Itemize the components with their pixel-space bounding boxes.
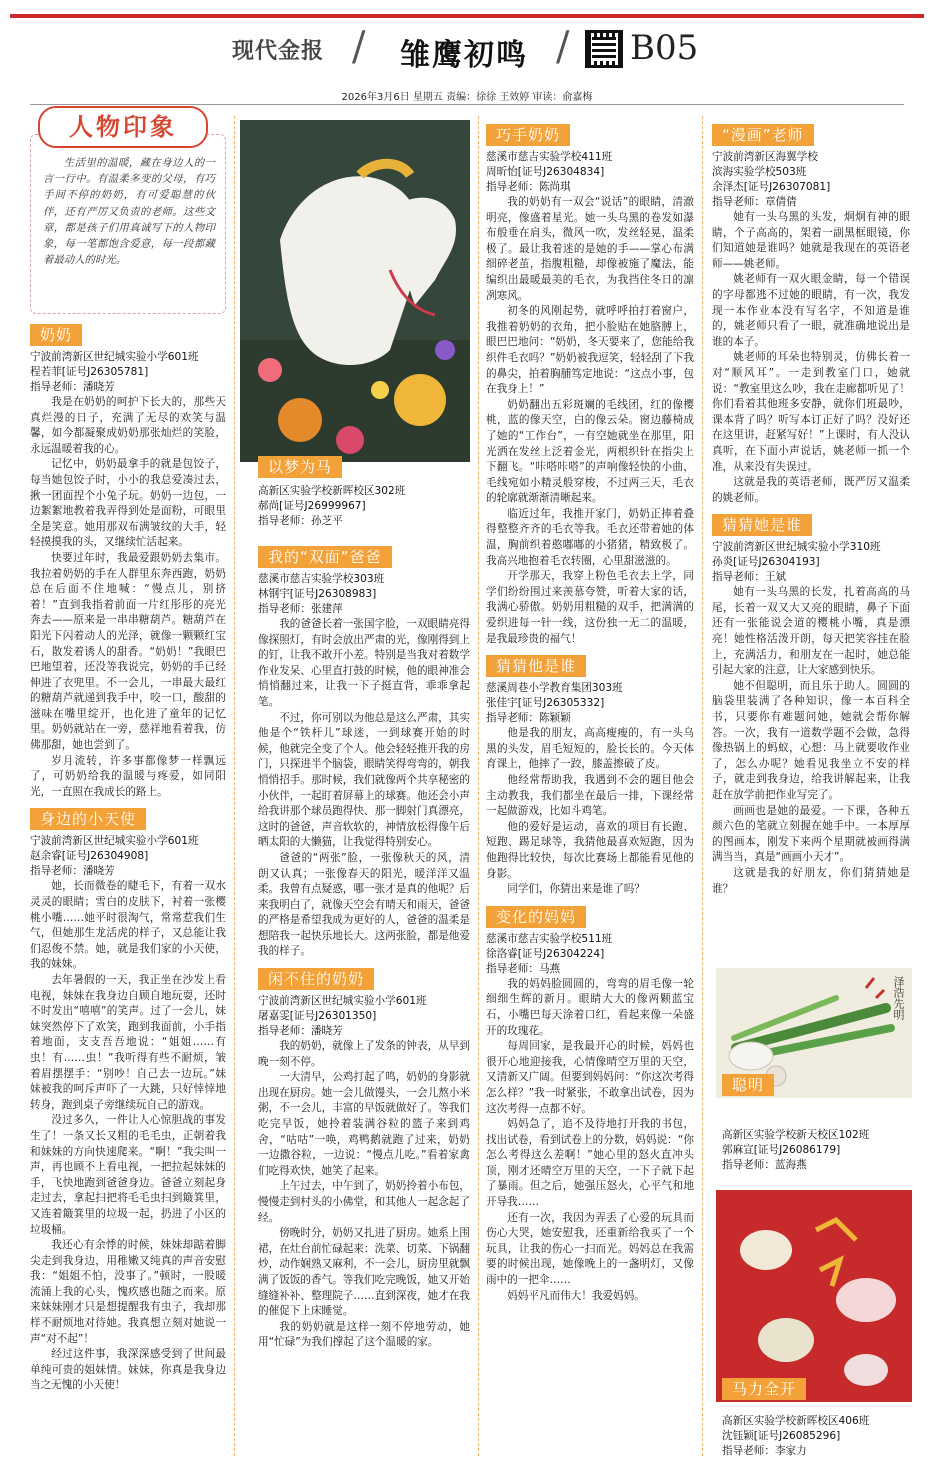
- school: 高新区实验学校新天校区102班: [722, 1129, 870, 1141]
- masthead-slash: /: [556, 24, 570, 70]
- section-title: 雏鹰初鸣: [400, 38, 528, 73]
- column-divider: [234, 116, 235, 1456]
- teacher: 指导老师：陈颖颖: [486, 712, 571, 725]
- intro-text: 生活里的温暖，藏在身边人的一言一行中。有温柔多变的父母，有巧手间不停的奶奶，有可爱聪慧的伙伴，还有严厉又负责的老师。这些文章，都是孩子们用真诚写下的人物印象，每一笔都饱含爱意，每一段都藏着最动人的时光。: [43, 157, 215, 267]
- paragraph: 姚老师有一双火眼金睛，每一个错误的字母都逃不过她的眼睛，有一次，我发现一本作业本没有写名字，不知道是谁的，姚老师只看了一眼，就准确地说出是谁的本子。: [712, 273, 910, 348]
- teacher: 指导老师：陈尚琪: [486, 181, 571, 193]
- paragraph: 去年暑假的一天，我正坐在沙发上看电视，妹妹在我身边自顾自地玩耍，还时不时发出“嘻嘻”的笑声。过了一会儿，妹妹突然停下了欢笑，跑到我面前，小手指着地面，支支吾吾地说：“姐姐……有虫！有……虫！”我听得有些不耐烦，皱着眉摆摆手：“别吵！自己去一边玩。”妹妹被我的呵斥声吓了一大跳，只好悻悻地转身，跑到桌子旁继续玩自己的游戏。: [30, 974, 226, 1111]
- student: 周昕怡[证号J26304834]: [486, 166, 605, 178]
- student: 屠嘉雯[证号J26301350]: [258, 1010, 377, 1023]
- paragraph: 我的奶奶，就像上了发条的钟表，从早到晚一刻不停。: [258, 1040, 470, 1068]
- teacher: 指导老师：潘晓芳: [258, 1025, 343, 1038]
- column-divider: [478, 116, 479, 1456]
- column-1: [30, 318, 226, 1394]
- dateline: 2026年3月6日 星期五 责编：徐徐 王效婷 审读：俞嘉梅: [341, 92, 593, 103]
- paragraph: 一大清早，公鸡打起了鸣，奶奶的身影就出现在厨房。她一会儿做馒头，一会儿熬小米粥，不一会儿，丰富的早饭就做好了。等我们吃完早饭，她拎着装满谷粒的篮子来到鸡舍，“咕咕”一唤，鸡鸭鹅就跑了过来，奶奶一边撒谷粒，一边说：“慢点儿吃。”看着家禽们吃得欢快，她笑了起来。: [258, 1071, 470, 1177]
- school: 宁波前湾新区海翼学校: [712, 151, 818, 163]
- student: 孙炎[证号J26304193]: [712, 556, 820, 569]
- paragraph: 每周回家，是我最开心的时候，妈妈也很开心地迎接我，心情像晴空万里的天空，又清新又广阔。但要到妈妈问：“你这次考得怎么样？”我一时紧张，不敢拿出试卷，因为这次考得一点都不好。: [486, 1040, 694, 1115]
- student: 赵余睿[证号J26304908]: [30, 850, 149, 863]
- paragraph: 我是在奶奶的呵护下长大的，那些天真烂漫的日子，充满了无尽的欢笑与温馨，如今都凝聚成奶奶那张灿烂的笑脸，永远温暖着我的心。: [30, 396, 226, 455]
- masthead: [0, 24, 934, 80]
- header-rule: [30, 104, 904, 105]
- paragraph: 经过这件事，我深深感受到了世间最单纯可贵的姐妹情。妹妹，你真是我身边当之无愧的小天使！: [30, 1348, 226, 1392]
- horse-caption: [258, 484, 470, 529]
- school: 慈溪市慈吉实验学校411班: [486, 151, 613, 163]
- article-title: 我的“双面”爸爸: [258, 546, 392, 568]
- paragraph: 她，长而微卷的睫毛下，有着一双水灵灵的眼睛；雪白的皮肤下，衬着一张樱桃小嘴……她平时很淘气，常常惹我们生气，但她那生龙活虎的样子，又总能让我们忍俊不禁。她，就是我们家的小天使，我的妹妹。: [30, 880, 226, 971]
- artwork-title: 聪明: [722, 1074, 774, 1096]
- teacher: 指导老师：孙芝平: [258, 515, 343, 527]
- paragraph: 我的爸爸长着一张国字脸，一双眼睛亮得像探照灯，有时会放出严肃的光，像刚得到上的钉，让我不敢开小差。特别是当我对着数学作业发呆、心里直打鼓的时候，他的眼神准会悄悄翻过来，让我一下子挺直背，乖乖拿起笔。: [258, 618, 470, 708]
- teacher: 指导老师：蓝海燕: [722, 1159, 807, 1171]
- paragraph: 她有一头乌黑的长发，扎着高高的马尾，长着一双又大又亮的眼睛，鼻子下面还有一张能说会道的樱桃小嘴，真是漂亮！她性格活泼开朗，每天把笑容挂在脸上，充满活力，和朋友在一起时，她总能引起大家的注意，让大家感到快乐。: [712, 586, 910, 677]
- school: 宁波前湾新区世纪城实验小学601班: [30, 351, 199, 363]
- paragraph: 姚老师的耳朵也特别灵，仿佛长着一对“顺风耳”。一走到教室门口，她就说：“教室里这么吵，我在走廊都听见了！你们看着其他班多安静，就你们班最吵，课本背了吗？听写本订正好了吗？没好还在这里讲，赶紧写好！”上课时，有人没认真听，在下面小声说话，姚老师一抓一个准，从来没有失误过。: [712, 351, 910, 473]
- school: 高新区实验学校新晖校区302班: [258, 485, 406, 497]
- painting-signature: 泽浩先明: [892, 976, 905, 1020]
- horse2-caption: [722, 1414, 912, 1459]
- artwork-title: 以梦为马: [258, 456, 342, 478]
- student: 沈钰颖[证号J26085296]: [722, 1430, 841, 1442]
- school: 宁波前湾新区世纪城实验小学310班: [712, 541, 881, 554]
- article-title: “漫画”老师: [712, 124, 814, 146]
- paragraph: 快要过年时，我最爱跟奶奶去集市。我拉着奶奶的手在人群里东奔西跑，奶奶总在后面不住地喊：“慢点儿，别挤着！”直到我指着前面一片红彤彤的亮光奔去——原来是一串串糖葫芦。糖葫芦在阳光下闪着动人的光泽，就像一颗颗红宝石，散发着诱人的甜香。“奶奶！”我眼巴巴地望着，还没等我说完，奶奶的手已经伸进了衣兜里。不一会儿，一串最大最红的糖葫芦就递到我手中，咬一口，酸甜的滋味在嘴里绽开，也化进了童年的记忆里。奶奶就站在一旁，慈祥地看着我，仿佛那甜，她也尝到了。: [30, 551, 226, 752]
- qr-code-icon[interactable]: [585, 30, 623, 68]
- paragraph: 我的奶奶就是这样一刻不停地劳动，她用“忙碌”为我们撑起了这个温暖的家。: [258, 1320, 470, 1349]
- horse2-painting-art: [716, 1190, 912, 1402]
- teacher: 指导老师：张建萍: [258, 603, 343, 615]
- article-title: 身边的小天使: [30, 808, 146, 830]
- paragraph: 妈妈急了，追不及待地打开我的书包，找出试卷，看到试卷上的分数，妈妈说：“你怎么考得这么差啊！”她心里的怒火直冲头顶，刚才还晴空万里的天空，一下子就下起了暴雨。但之后，她强压怒火，心平气和地开导我……: [486, 1118, 694, 1209]
- paragraph: 画画也是她的最爱。一下课，各种五颜六色的笔就立刻握在她手中。一本厚厚的图画本，刚发下来两个星期就被画得满满当当，真是“画画小天才”。: [712, 804, 910, 864]
- intro-box: [30, 134, 226, 314]
- onion-painting: [716, 968, 912, 1098]
- paragraph: 临近过年，我推开家门，奶奶正捧着叠得整整齐齐的毛衣等我。毛衣还带着她的体温，胸前织着憨嘟嘟的小猪猪，精致极了。我高兴地抱着毛衣转圈，心里甜滋滋的。: [486, 507, 694, 567]
- horse-painting: [240, 120, 470, 476]
- school: 宁波前湾新区世纪城实验小学601班: [30, 835, 199, 848]
- paragraph: 不过，你可别以为他总是这么严肃，其实他是个“铁杆儿”球迷，一到球赛开始的时候，他就完全变了个人。他会轻轻推开我的房门，只探进半个脑袋，眼睛笑得弯弯的，朝我悄悄招手。那时候，我们就像两个共享秘密的小伙伴，一起盯着屏幕上的球赛。他还会小声给我讲那个球员跑得快、那一脚射门真漂亮，这时的爸爸，声音软软的，神情放松得像午后晒太阳的大懒猫，让我觉得特别安心。: [258, 711, 470, 849]
- student: 徐洛睿[证号J26304224]: [486, 947, 605, 960]
- teacher: 指导老师：马燕: [486, 962, 561, 975]
- paragraph: 开学那天，我穿上粉色毛衣去上学，同学们纷纷围过来羡慕夸赞，听着大家的话，我满心骄傲。奶奶用粗糙的双手，把满满的爱织进每一针一线，这份独一无二的温暖，是我最珍贵的福气！: [486, 570, 694, 645]
- column-2: [258, 540, 470, 1351]
- student: 程若菲[证号J26305781]: [30, 366, 149, 378]
- paragraph: 爸爸的“两张”脸，一张像秋天的风，清朗又认真；一张像春天的阳光，暖洋洋又温柔。我曾有点疑惑，哪一张才是真的他呢？后来我明白了，就像天空会有晴天和雨天，爸爸的严格是希望我成为更好的人，爸爸的温柔是想陪我一起快乐地长大。这两张脸，都是他爱我的样子。: [258, 851, 470, 958]
- intro-title: 人物印象: [69, 112, 177, 141]
- horse-painting-art: [240, 120, 470, 462]
- school: 高新区实验学校新晖校区406班: [722, 1415, 870, 1427]
- paragraph: 没过多久，一件让人心惊胆战的事发生了！一条又长又粗的毛毛虫，正朝着我和妹妹的方向快速爬来。“啊！”我尖叫一声，再也顾不上看电视，一把拉起妹妹的手，飞快地跑到爸爸身边。爸爸立刻起身走过去，拿起扫把将毛毛虫扫到簸箕里，又连着簸箕里的垃圾一起，扔进了小区的垃圾桶。: [30, 1114, 226, 1236]
- paragraph: 她有一头乌黑的头发，炯炯有神的眼睛，个子高高的，架着一副黑框眼镜，你们知道她是谁吗？她就是我现在的英语老师——姚老师。: [712, 211, 910, 270]
- paper-name: 现代金报: [232, 38, 325, 64]
- school: 滨海实验学校503班: [712, 166, 807, 178]
- student: 郝尚[证号J26999967]: [258, 500, 366, 512]
- article-title: 闲不住的奶奶: [258, 968, 374, 990]
- teacher: 指导老师：潘晓芳: [30, 865, 115, 878]
- column-4: [712, 118, 910, 897]
- article-title: 猜猜她是谁: [712, 514, 812, 536]
- paragraph: 记忆中，奶奶最拿手的就是包饺子，每当她包饺子时，小小的我总爱凑过去，揪一团面捏个小兔子玩。奶奶一边包，一边絮絮地教着我弄得到处是面粉，可眼里全是笑意。她用那双布满皱纹的大手，轻轻摸摸我的头，又继续忙活起来。: [30, 458, 226, 549]
- column-3: [486, 118, 694, 1304]
- school: 慈溪市慈吉实验学校511班: [486, 932, 613, 945]
- top-rule: [10, 14, 924, 18]
- article-title: 变化的妈妈: [486, 906, 586, 928]
- horse2-painting: [716, 1190, 912, 1402]
- article-title: 猜猜他是谁: [486, 655, 586, 677]
- paragraph: 妈妈平凡而伟大！我爱妈妈。: [507, 1289, 645, 1302]
- article-title: 巧手奶奶: [486, 124, 570, 146]
- paragraph: 同学们，你猜出来是谁了吗？: [507, 883, 645, 896]
- student: 张佳宇[证号J26305332]: [486, 697, 605, 710]
- masthead-slash: /: [352, 24, 366, 70]
- paragraph: 上午过去，中午到了，奶奶拎着小布包，慢慢走到村头的小佛堂，和其他人一起念起了经。: [258, 1180, 470, 1224]
- paragraph: 还有一次，我因为弄丢了心爱的玩具而伤心大哭，她安慰我，还重新给我买了一个玩具，让我的伤心一扫而光。妈妈总在我需要的时候出现，她像晚上的一盏明灯，又像雨中的一把伞……: [486, 1211, 694, 1287]
- artwork-title: 马力全开: [722, 1378, 806, 1400]
- paragraph: 她不但聪明，而且乐于助人。圆圆的脑袋里装满了各种知识，像一本百科全书，只要你有难题问她，她就会帮你解答。一次，我有一道数学题不会做，急得像热锅上的蚂蚁，心想：马上就要收作业了，怎么办呢？她看见我坐立不安的样子，就走到我身边，给我讲解起来，让我赶在放学前把作业写完了。: [712, 679, 910, 801]
- paragraph: 这就是我的好朋友，你们猜猜她是谁？: [712, 866, 910, 895]
- paragraph: 初冬的风刚起势，就呼呼拍打着窗户，我推着奶奶的衣角，把小脸贴在她胳膊上，眼巴巴地问：“奶奶，冬天要来了，您能给我织件毛衣吗？”奶奶被我逗笑，轻轻刮了下我的鼻尖，拍着胸脯笃定地说：“这点小事，包在我身上！”: [486, 305, 694, 396]
- paragraph: 我的奶奶有一双会“说话”的眼睛，清澈明亮，像盛着星光。她一头乌黑的卷发如瀑布般垂在肩头，微风一吹，发丝轻晃，温柔极了。最让我着迷的是她的手——掌心布满细碎老茧，指腹粗糙，却像被施了魔法，能编织出最暖最美的毛衣，为我挡住冬日的凛冽寒风。: [486, 196, 694, 302]
- paragraph: 岁月流转，许多事都像梦一样飘远了，可奶奶给我的温暖与疼爱，如同阳光，一直照在我成长的路上。: [30, 754, 226, 798]
- column-divider: [702, 116, 703, 1456]
- school: 慈溪市慈吉实验学校303班: [258, 573, 385, 585]
- school: 慈溪周巷小学教育集团303班: [486, 682, 623, 695]
- article-title: 奶奶: [30, 324, 82, 346]
- teacher: 指导老师：章倩倩: [712, 196, 797, 208]
- onion-caption: [722, 1128, 912, 1173]
- page-number: B05: [630, 28, 699, 68]
- paragraph: 他经常帮助我，我遇到不会的题目他会主动教我，我们都坐在最后一排，下课经常一起做游戏，比如斗鸡笔。: [486, 774, 694, 818]
- paragraph: 他是我的朋友，高高瘦瘦的，有一头乌黑的头发，眉毛短短的，脸长长的。今天体育课上，他摔了一跤，膝盖擦破了皮。: [486, 727, 694, 771]
- paragraph: 我的妈妈脸圆圆的，弯弯的眉毛像一轮细细生辉的新月。眼睛大大的像两颗蓝宝石，小嘴巴每天涂着口红，看起来像一朵盛开的玫瑰花。: [486, 977, 694, 1037]
- school: 宁波前湾新区世纪城实验小学601班: [258, 995, 427, 1008]
- student: 郭麻宣[证号J26086179]: [722, 1144, 841, 1156]
- teacher: 指导老师：李家力: [722, 1445, 807, 1457]
- paragraph: 傍晚时分，奶奶又扎进了厨房。她系上围裙，在灶台前忙碌起来：洗菜、切菜、下锅翻炒，动作娴熟又麻利，不一会儿，厨房里就飘满了饭饭的香气。等我们吃完晚饭，她又开始缝缝补补、整理院子……直到深夜，她才在我的催促下上床睡觉。: [258, 1227, 470, 1318]
- paragraph: 奶奶翻出五彩斑斓的毛线团，红的像樱桃，蓝的像天空，白的像云朵。窗边藤椅成了她的“工作台”，一有空她就坐在那里，阳光洒在发丝上泛着金光，两根织针在指尖上下翻飞。“咔嗒咔嗒”的声响像轻快的小曲，毛线宛如小精灵般穿梭，不过两三天，毛衣的轮廓就渐渐清晰起来。: [486, 398, 694, 505]
- paragraph: 他的爱好是运动，喜欢的项目有长跑、短跑、踢足球等，我猜他最喜欢短跑，因为他跑得比较快，每次比赛场上都能看见他的身影。: [486, 820, 694, 880]
- teacher: 指导老师：潘晓芳: [30, 381, 115, 393]
- student: 林钢宇[证号J26308983]: [258, 588, 377, 600]
- student: 余泽杰[证号J26307081]: [712, 181, 831, 193]
- paragraph: 这就是我的英语老师，既严厉又温柔的姚老师。: [712, 476, 910, 504]
- paragraph: 我还心有余悸的时候，妹妹却踮着脚尖走到我身边，用稚嫩又纯真的声音安慰我：“姐姐不怕，没事了。”顿时，一股暖流涌上我的心头，愧疚感也随之而来。原来妹妹刚才只是想提醒我有虫子，我却那样不耐烦地对待她。我真想立刻对她说一声“对不起”！: [30, 1239, 226, 1345]
- teacher: 指导老师：王斌: [712, 571, 787, 584]
- intro-title-badge: [38, 106, 208, 148]
